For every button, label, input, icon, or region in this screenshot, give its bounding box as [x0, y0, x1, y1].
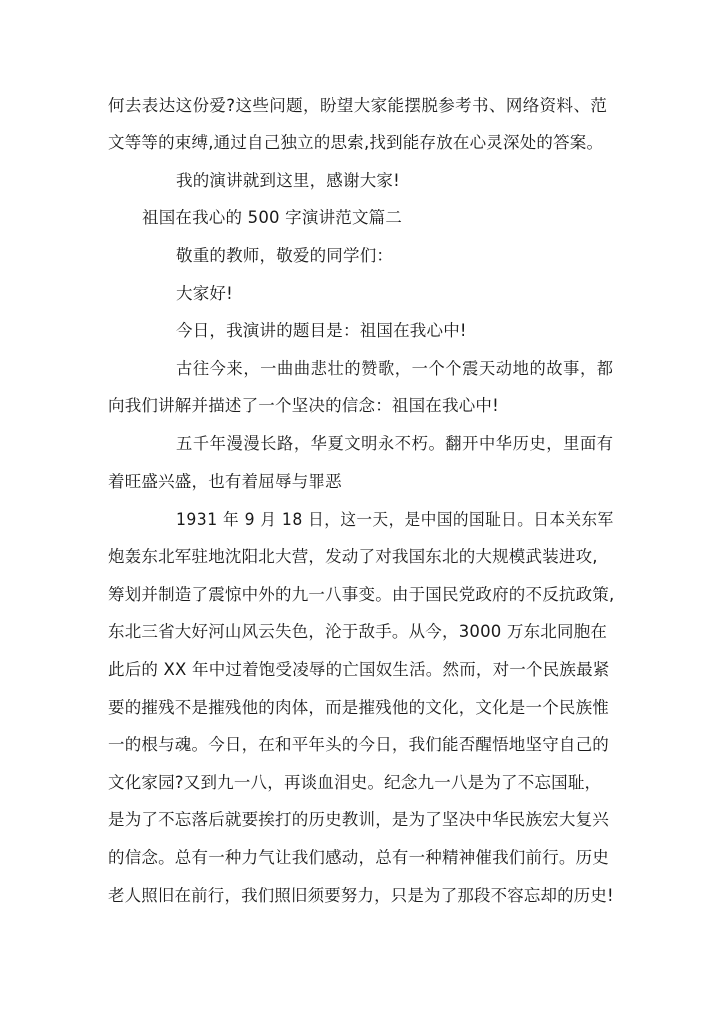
paragraph-line-10: 五千年漫漫长路，华夏文明永不朽。翻开中华历史，里面有	[176, 434, 614, 453]
paragraph-line-8: 古往今来，一曲曲悲壮的赞歌，一个个震天动地的故事，都	[176, 359, 614, 378]
paragraph-line-16: 此后的 XX 年中过着饱受凌辱的亡国奴生活。然而，对一个民族最紧	[108, 660, 610, 679]
salutation-line: 敬重的教师，敬爱的同学们：	[176, 246, 394, 265]
paragraph-line-2: 文等等的束缚,通过自己独立的思索,找到能存放在心灵深处的答案。	[108, 133, 604, 152]
closing-line: 我的演讲就到这里，感谢大家!	[176, 171, 400, 190]
paragraph-line-22: 老人照旧在前行，我们照旧须要努力，只是为了那段不容忘却的历史!	[108, 886, 614, 905]
paragraph-line-12: 1931 年 9 月 18 日，这一天，是中国的国耻日。日本关东军	[176, 510, 614, 529]
paragraph-line-18: 一的根与魂。今日，在和平年头的今日，我们能否醒悟地坚守自己的	[108, 735, 609, 754]
paragraph-line-17: 要的摧残不是摧残他的肉体，而是摧残他的文化，文化是一个民族惟	[108, 698, 609, 717]
paragraph-line-15: 东北三省大好河山风云失色，沦于敌手。从今，3000 万东北同胞在	[108, 622, 608, 641]
paragraph-line-14: 筹划并制造了震惊中外的九一八事变。由于国民党政府的不反抗政策,	[108, 585, 615, 604]
greeting-line: 大家好!	[176, 284, 233, 303]
paragraph-line-19: 文化家园?又到九一八，再谈血泪史。纪念九一八是为了不忘国耻，	[108, 773, 602, 792]
section-heading: 祖国在我心的 500 字演讲范文篇二	[142, 208, 403, 227]
topic-line: 今日，我演讲的题目是：祖国在我心中!	[176, 321, 467, 340]
paragraph-line-1: 何去表达这份爱?这些问题，盼望大家能摆脱参考书、网络资料、范	[108, 96, 608, 115]
paragraph-line-9: 向我们讲解并描述了一个坚决的信念：祖国在我心中!	[108, 396, 499, 415]
paragraph-line-13: 炮轰东北军驻地沈阳北大营，发动了对我国东北的大规模武装进攻,	[108, 547, 598, 566]
paragraph-line-21: 的信念。总有一种力气让我们感动，总有一种精神催我们前行。历史	[108, 848, 609, 867]
paragraph-line-11: 着旺盛兴盛，也有着屈辱与罪恶	[108, 472, 342, 491]
paragraph-line-20: 是为了不忘落后就要挨打的历史教训，是为了坚决中华民族宏大复兴	[108, 810, 609, 829]
